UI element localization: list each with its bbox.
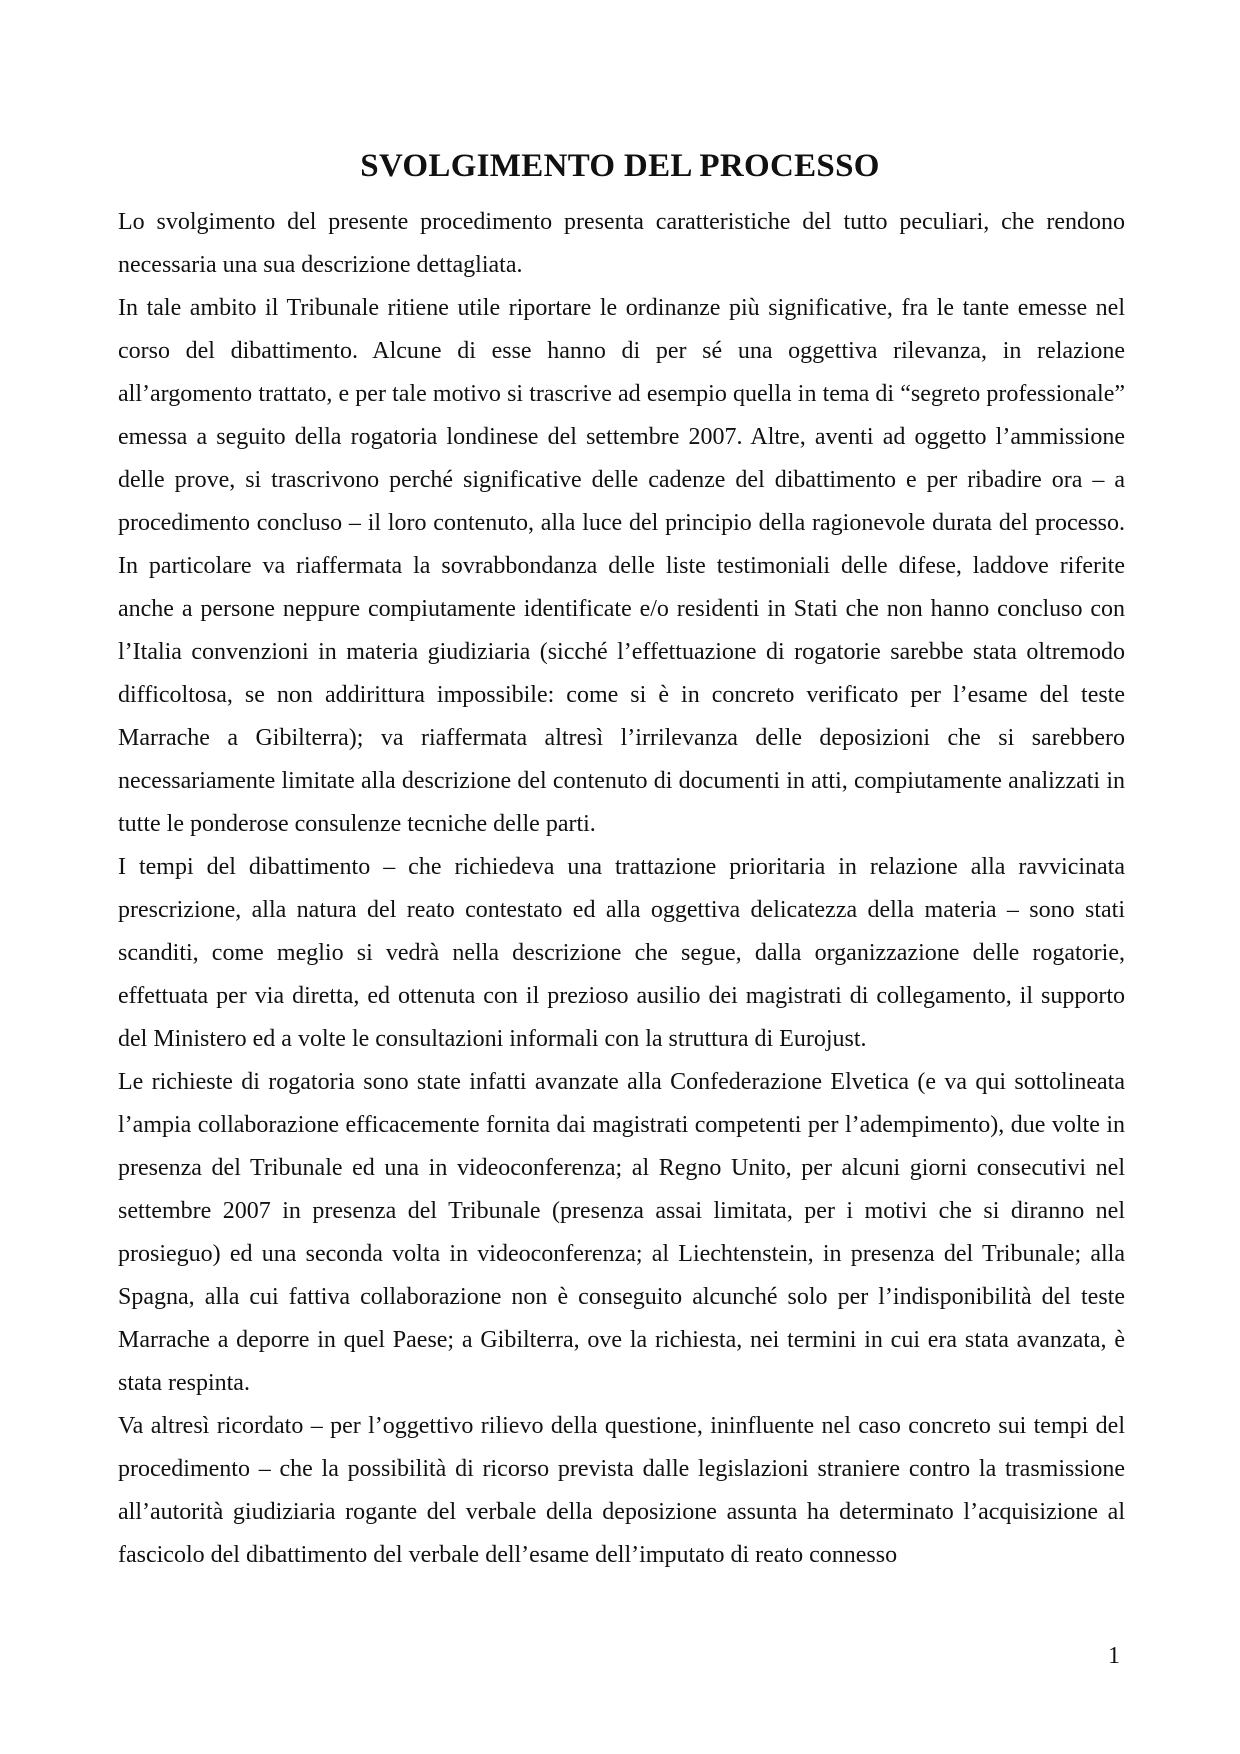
document-body	[118, 201, 1125, 1577]
paragraph-3: I tempi del dibattimento – che richiedeva una trattazione prioritaria in relazione alla ravvicinata prescrizione, alla natura del reato contestato ed alla oggettiva delicatezza della materia – sono stati scanditi, come meglio si vedrà nella descrizione che segue, dalla organizzazione delle rogatorie, effettuata per via diretta, ed ottenuta con il prezioso ausilio dei magistrati di collegamento, il supporto del Ministero ed a volte le consultazioni informali con la struttura di Eurojust.	[118, 854, 1125, 1052]
page-number: 1	[1108, 1643, 1120, 1669]
paragraph-2: In tale ambito il Tribunale ritiene utile riportare le ordinanze più significative, fra le tante emesse nel corso del dibattimento. Alcune di esse hanno di per sé una oggettiva rilevanza, in relazione all’argomento trattato, e per tale motivo si trascrive ad esempio quella in tema di “segreto professionale” emessa a seguito della rogatoria londinese del settembre 2007. Altre, aventi ad oggetto l’ammissione delle prove, si trascrivono perché significative delle cadenze del dibattimento e per ribadire ora – a procedimento concluso – il loro contenuto, alla luce del principio della ragionevole durata del processo. In particolare va riaffermata la sovrabbondanza delle liste testimoniali delle difese, laddove riferite anche a persone neppure compiutamente identificate e/o residenti in Stati che non hanno concluso con l’Italia convenzioni in materia giudiziaria (sicché l’effettuazione di rogatorie sarebbe stata oltremodo difficoltosa, se non addirittura impossibile: come si è in concreto verificato per l’esame del teste Marrache a Gibilterra); va riaffermata altresì l’irrilevanza delle deposizioni che si sarebbero necessariamente limitate alla descrizione del contenuto di documenti in atti, compiutamente analizzati in tutte le ponderose consulenze tecniche delle parti.	[118, 295, 1125, 837]
paragraph-5: Va altresì ricordato – per l’oggettivo rilievo della questione, ininfluente nel caso concreto sui tempi del procedimento – che la possibilità di ricorso prevista dalle legislazioni straniere contro la trasmissione all’autorità giudiziaria rogante del verbale della deposizione assunta ha determinato l’acquisizione al fascicolo del dibattimento del verbale dell’esame dell’imputato di reato connesso	[118, 1413, 1125, 1568]
paragraph-1: Lo svolgimento del presente procedimento presenta caratteristiche del tutto peculiari, che rendono necessaria una sua descrizione dettagliata.	[118, 209, 1125, 278]
document-title: SVOLGIMENTO DEL PROCESSO	[360, 148, 880, 184]
paragraph-4: Le richieste di rogatoria sono state infatti avanzate alla Confederazione Elvetica (e va qui sottolineata l’ampia collaborazione efficacemente fornita dai magistrati competenti per l’adempimento), due volte in presenza del Tribunale ed una in videoconferenza; al Regno Unito, per alcuni giorni consecutivi nel settembre 2007 in presenza del Tribunale (presenza assai limitata, per i motivi che si diranno nel prosieguo) ed una seconda volta in videoconferenza; al Liechtenstein, in presenza del Tribunale; alla Spagna, alla cui fattiva collaborazione non è conseguito alcunché solo per l’indisponibilità del teste Marrache a deporre in quel Paese; a Gibilterra, ove la richiesta, nei termini in cui era stata avanzata, è stata respinta.	[118, 1069, 1125, 1396]
